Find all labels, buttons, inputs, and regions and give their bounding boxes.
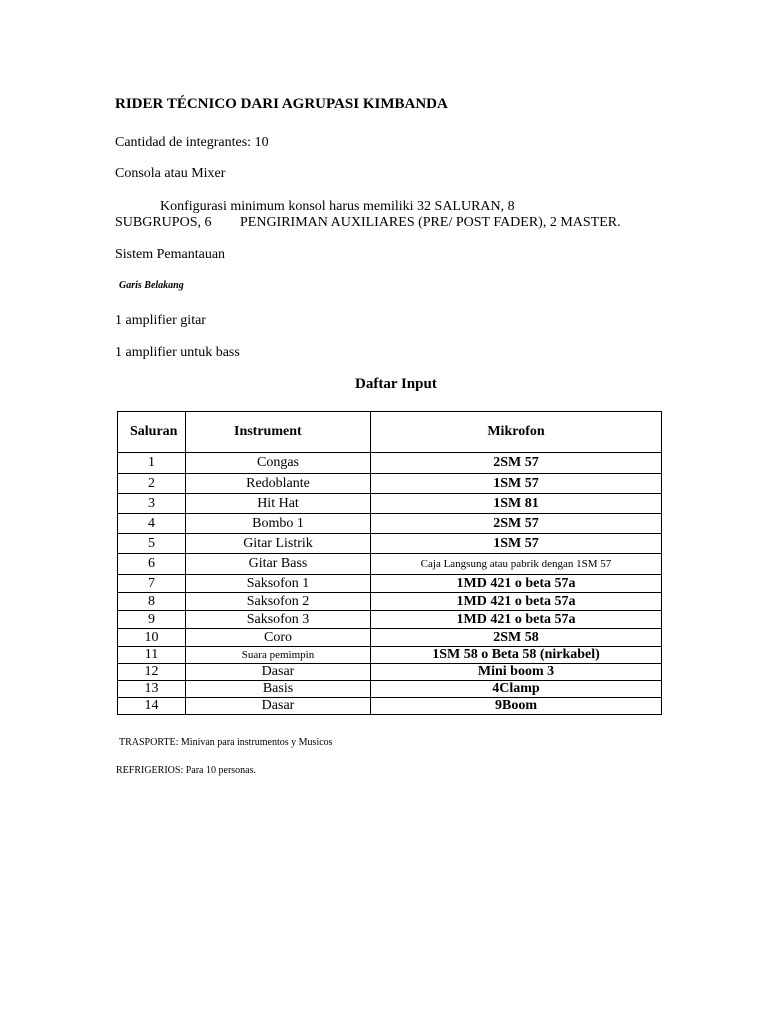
table-row xyxy=(118,575,662,593)
microphone-cell: 1SM 81 xyxy=(371,494,662,514)
microphone-cell: 1MD 421 o beta 57a xyxy=(371,593,662,611)
microphone-cell: 1SM 57 xyxy=(371,534,662,554)
instrument-cell: Redoblante xyxy=(186,474,371,494)
instrument-cell: Basis xyxy=(186,681,371,698)
mixer-config-line-1: Konfigurasi minimum konsol harus memiliki 32 SALURAN, 8 xyxy=(160,199,515,214)
table-body xyxy=(118,453,662,715)
instrument-cell: Saksofon 2 xyxy=(186,593,371,611)
header-microphone: Mikrofon xyxy=(371,412,662,453)
table-row xyxy=(118,534,662,554)
refreshments-note: REFRIGERIOS: Para 10 personas. xyxy=(116,765,256,776)
members-count: Cantidad de integrantes: 10 xyxy=(115,135,269,150)
mixer-heading: Consola atau Mixer xyxy=(115,166,226,181)
instrument-cell: Gitar Listrik xyxy=(186,534,371,554)
monitor-heading: Sistem Pemantauan xyxy=(115,247,226,262)
instrument-cell: Saksofon 3 xyxy=(186,611,371,629)
header-instrument: Instrument xyxy=(186,412,371,453)
instrument-cell: Suara pemimpin xyxy=(186,647,371,664)
channel-cell: 2 xyxy=(118,474,186,494)
table-row xyxy=(118,453,662,474)
microphone-cell: 1MD 421 o beta 57a xyxy=(371,575,662,593)
microphone-cell: 1SM 58 o Beta 58 (nirkabel) xyxy=(371,647,662,664)
channel-cell: 8 xyxy=(118,593,186,611)
mixer-config-aux: PENGIRIMAN AUXILIARES (PRE/ POST FADER), 2 MASTER. xyxy=(240,215,621,230)
bass-amp: 1 amplifier untuk bass xyxy=(115,345,240,360)
table-row xyxy=(118,554,662,575)
channel-cell: 7 xyxy=(118,575,186,593)
channel-cell: 12 xyxy=(118,664,186,681)
instrument-cell: Dasar xyxy=(186,698,371,715)
table-row xyxy=(118,611,662,629)
microphone-cell: 4Clamp xyxy=(371,681,662,698)
channel-cell: 13 xyxy=(118,681,186,698)
channel-cell: 11 xyxy=(118,647,186,664)
channel-cell: 6 xyxy=(118,554,186,575)
channel-cell: 10 xyxy=(118,629,186,647)
guitar-amp: 1 amplifier gitar xyxy=(115,313,206,328)
instrument-cell: Saksofon 1 xyxy=(186,575,371,593)
table-row xyxy=(118,474,662,494)
table-row xyxy=(118,514,662,534)
microphone-cell: Mini boom 3 xyxy=(371,664,662,681)
microphone-cell: 2SM 57 xyxy=(371,514,662,534)
microphone-cell: 1MD 421 o beta 57a xyxy=(371,611,662,629)
instrument-cell: Bombo 1 xyxy=(186,514,371,534)
table-row xyxy=(118,593,662,611)
channel-cell: 9 xyxy=(118,611,186,629)
transport-note: TRASPORTE: Minivan para instrumentos y Musicos xyxy=(119,737,333,748)
input-list-table xyxy=(117,411,662,715)
channel-cell: 14 xyxy=(118,698,186,715)
document-title: RIDER TÉCNICO DARI AGRUPASI KIMBANDA xyxy=(115,96,448,112)
channel-cell: 4 xyxy=(118,514,186,534)
channel-cell: 3 xyxy=(118,494,186,514)
table-row xyxy=(118,629,662,647)
table-row xyxy=(118,494,662,514)
instrument-cell: Coro xyxy=(186,629,371,647)
instrument-cell: Congas xyxy=(186,453,371,474)
table-header-row xyxy=(118,412,662,453)
channel-cell: 1 xyxy=(118,453,186,474)
channel-cell: 5 xyxy=(118,534,186,554)
microphone-cell: 9Boom xyxy=(371,698,662,715)
instrument-cell: Hit Hat xyxy=(186,494,371,514)
microphone-cell: 2SM 57 xyxy=(371,453,662,474)
instrument-cell: Dasar xyxy=(186,664,371,681)
microphone-cell: 1SM 57 xyxy=(371,474,662,494)
microphone-cell: 2SM 58 xyxy=(371,629,662,647)
backline-heading: Garis Belakang xyxy=(119,280,184,291)
mixer-config-subgroups: SUBGRUPOS, 6 xyxy=(115,215,212,230)
table-row xyxy=(118,681,662,698)
microphone-cell: Caja Langsung atau pabrik dengan 1SM 57 xyxy=(371,554,662,575)
table-row xyxy=(118,664,662,681)
input-list-title: Daftar Input xyxy=(355,376,437,392)
table-row xyxy=(118,698,662,715)
table-row xyxy=(118,647,662,664)
header-channel: Saluran xyxy=(118,412,186,453)
instrument-cell: Gitar Bass xyxy=(186,554,371,575)
